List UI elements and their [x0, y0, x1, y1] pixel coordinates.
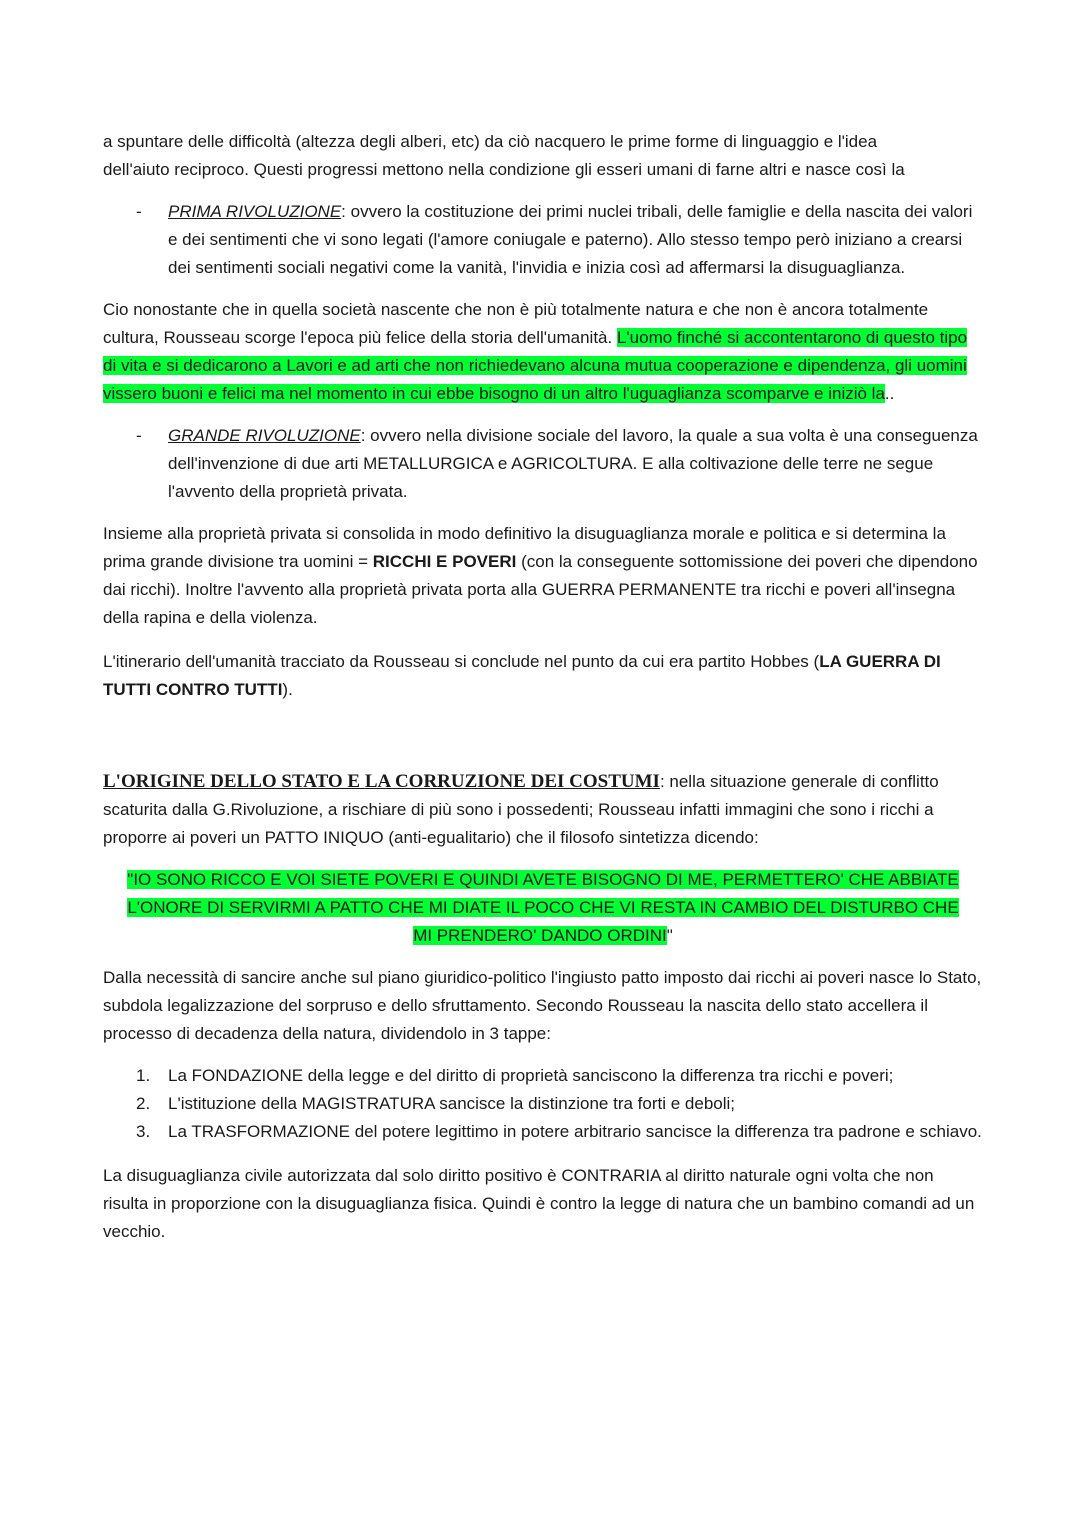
- intro-line-2: dell'aiuto reciproco. Questi progressi mettono nella condizione gli esseri umani di farne altri e nasce così la: [103, 160, 905, 179]
- quote-highlighted-text: "IO SONO RICCO E VOI SIETE POVERI E QUINDI AVETE BISOGNO DI ME, PERMETTERO' CHE ABBIATE L'ONORE DI SERVIRMI A PATTO CHE MI DIATE IL POCO CHE VI RESTA IN CAMBIO DEL DISTURBO CHE MI PRENDERO' DANDO ORDINI: [127, 870, 959, 945]
- list-item-text: L'istituzione della MAGISTRATURA sancisce la distinzione tra forti e deboli;: [168, 1094, 736, 1113]
- list-number: 2.: [136, 1094, 151, 1113]
- list-item: [103, 1090, 983, 1118]
- bullet-dash: -: [136, 426, 142, 445]
- paragraph-tail: ..: [884, 384, 895, 403]
- bullet-title: GRANDE RIVOLUZIONE: [168, 426, 361, 445]
- paragraph-nascita-stato: Dalla necessità di sancire anche sul piano giuridico-politico l'ingiusto patto imposto dai ricchi ai poveri nasce lo Stato, subdola legalizzazione del sorpruso e dello sfruttamento. Secondo Rousseau la nascita dello stato accellera il processo di decadenza della natura, dividendolo in 3 tappe:: [103, 968, 982, 1043]
- list-item: [103, 1118, 983, 1146]
- list-number: 1.: [136, 1066, 151, 1085]
- paragraph-text: Insieme alla proprietà privata si consolida in modo definitivo la disuguaglianza morale e politica e si determina la prima grande divisione tra uomini =: [103, 524, 946, 571]
- list-item-text: La FONDAZIONE della legge e del diritto di proprietà sanciscono la differenza tra ricchi e poveri;: [168, 1066, 894, 1085]
- paragraph-text: Cio nonostante che in quella società nascente che non è più totalmente natura e che non è ancora totalmente cultura, Rousseau scorge l'epoca più felice della storia dell'umanità.: [103, 300, 929, 347]
- section-text: : nella situazione generale di conflitto scaturita dalla G.Rivoluzione, a rischiare di più sono i possedenti; Rousseau infatti immagini che sono i ricchi a proporre ai poveri un PATTO INIQUO (anti-egualitario) che il filosofo sintetizza dicendo:: [103, 772, 939, 847]
- numbered-list: [103, 1062, 983, 1146]
- paragraph-proprieta-privata: [103, 520, 983, 632]
- bullet-dash: -: [136, 202, 142, 221]
- bullet-text: : ovvero nella divisione sociale del lavoro, la quale a sua volta è una conseguenza dell'invenzione di due arti METALLURGICA e AGRICOLTURA. E alla coltivazione delle terre ne segue l'avvento della proprietà privata.: [168, 426, 978, 501]
- intro-line-1: a spuntare delle difficoltà (altezza degli alberi, etc) da ciò nacquero le prime forme di linguaggio e l'idea: [103, 132, 878, 151]
- bold-text: RICCHI E POVERI: [372, 552, 517, 571]
- paragraph-disuguaglianza-civile: La disuguaglianza civile autorizzata dal solo diritto positivo è CONTRARIA al diritto naturale ogni volta che non risulta in proporzione con la disuguaglianza fisica. Quindi è contro la legge di natura che un bambino comandi ad un vecchio.: [103, 1166, 975, 1241]
- paragraph-text: (con la conseguente sottomissione dei poveri che dipendono dai ricchi). Inoltre l'avvento alla proprietà privata porta alla GUERRA PERMANENTE tra ricchi e poveri all'insegna della rapina e della violenza.: [103, 552, 978, 627]
- list-item-text: La TRASFORMAZIONE del potere legittimo in potere arbitrario sancisce la differenza tra padrone e schiavo.: [168, 1122, 982, 1141]
- highlighted-text: L'uomo finché si accontentarono di questo tipo di vita e si dedicarono a Lavori e ad arti che non richiedevano alcuna mutua cooperazione e dipendenza, gli uomini vissero buoni e felici ma nel momento in cui ebbe bisogno di un altro l'uguaglianza scomparve e iniziò la: [103, 328, 968, 403]
- intro-paragraph: [103, 128, 983, 184]
- list-item: [103, 1062, 983, 1090]
- list-number: 3.: [136, 1122, 151, 1141]
- bullet-grande-rivoluzione: [103, 422, 983, 506]
- quote-block: [103, 866, 983, 950]
- paragraph-epoca-felice: [103, 296, 983, 408]
- quote-close-mark: ": [666, 926, 673, 945]
- document-page: [103, 128, 983, 1246]
- bold-text: LA GUERRA DI TUTTI CONTRO TUTTI: [103, 652, 941, 699]
- bullet-title: PRIMA RIVOLUZIONE: [168, 202, 342, 221]
- section-origine-stato: [103, 768, 983, 852]
- section-heading: L'ORIGINE DELLO STATO E LA CORRUZIONE DEI COSTUMI: [103, 771, 660, 792]
- paragraph-text: ).: [282, 680, 293, 699]
- bullet-prima-rivoluzione: [103, 198, 983, 282]
- bullet-text: : ovvero la costituzione dei primi nuclei tribali, delle famiglie e della nascita dei valori e dei sentimenti che vi sono legati (l'amore coniugale e paterno). Allo stesso tempo però iniziano a crearsi dei sentimenti sociali negativi come la vanità, l'invidia e inizia così ad affermarsi la disuguaglianza.: [168, 202, 973, 277]
- paragraph-itinerario: [103, 648, 983, 704]
- paragraph-text: L'itinerario dell'umanità tracciato da Rousseau si conclude nel punto da cui era partito Hobbes (: [103, 652, 820, 671]
